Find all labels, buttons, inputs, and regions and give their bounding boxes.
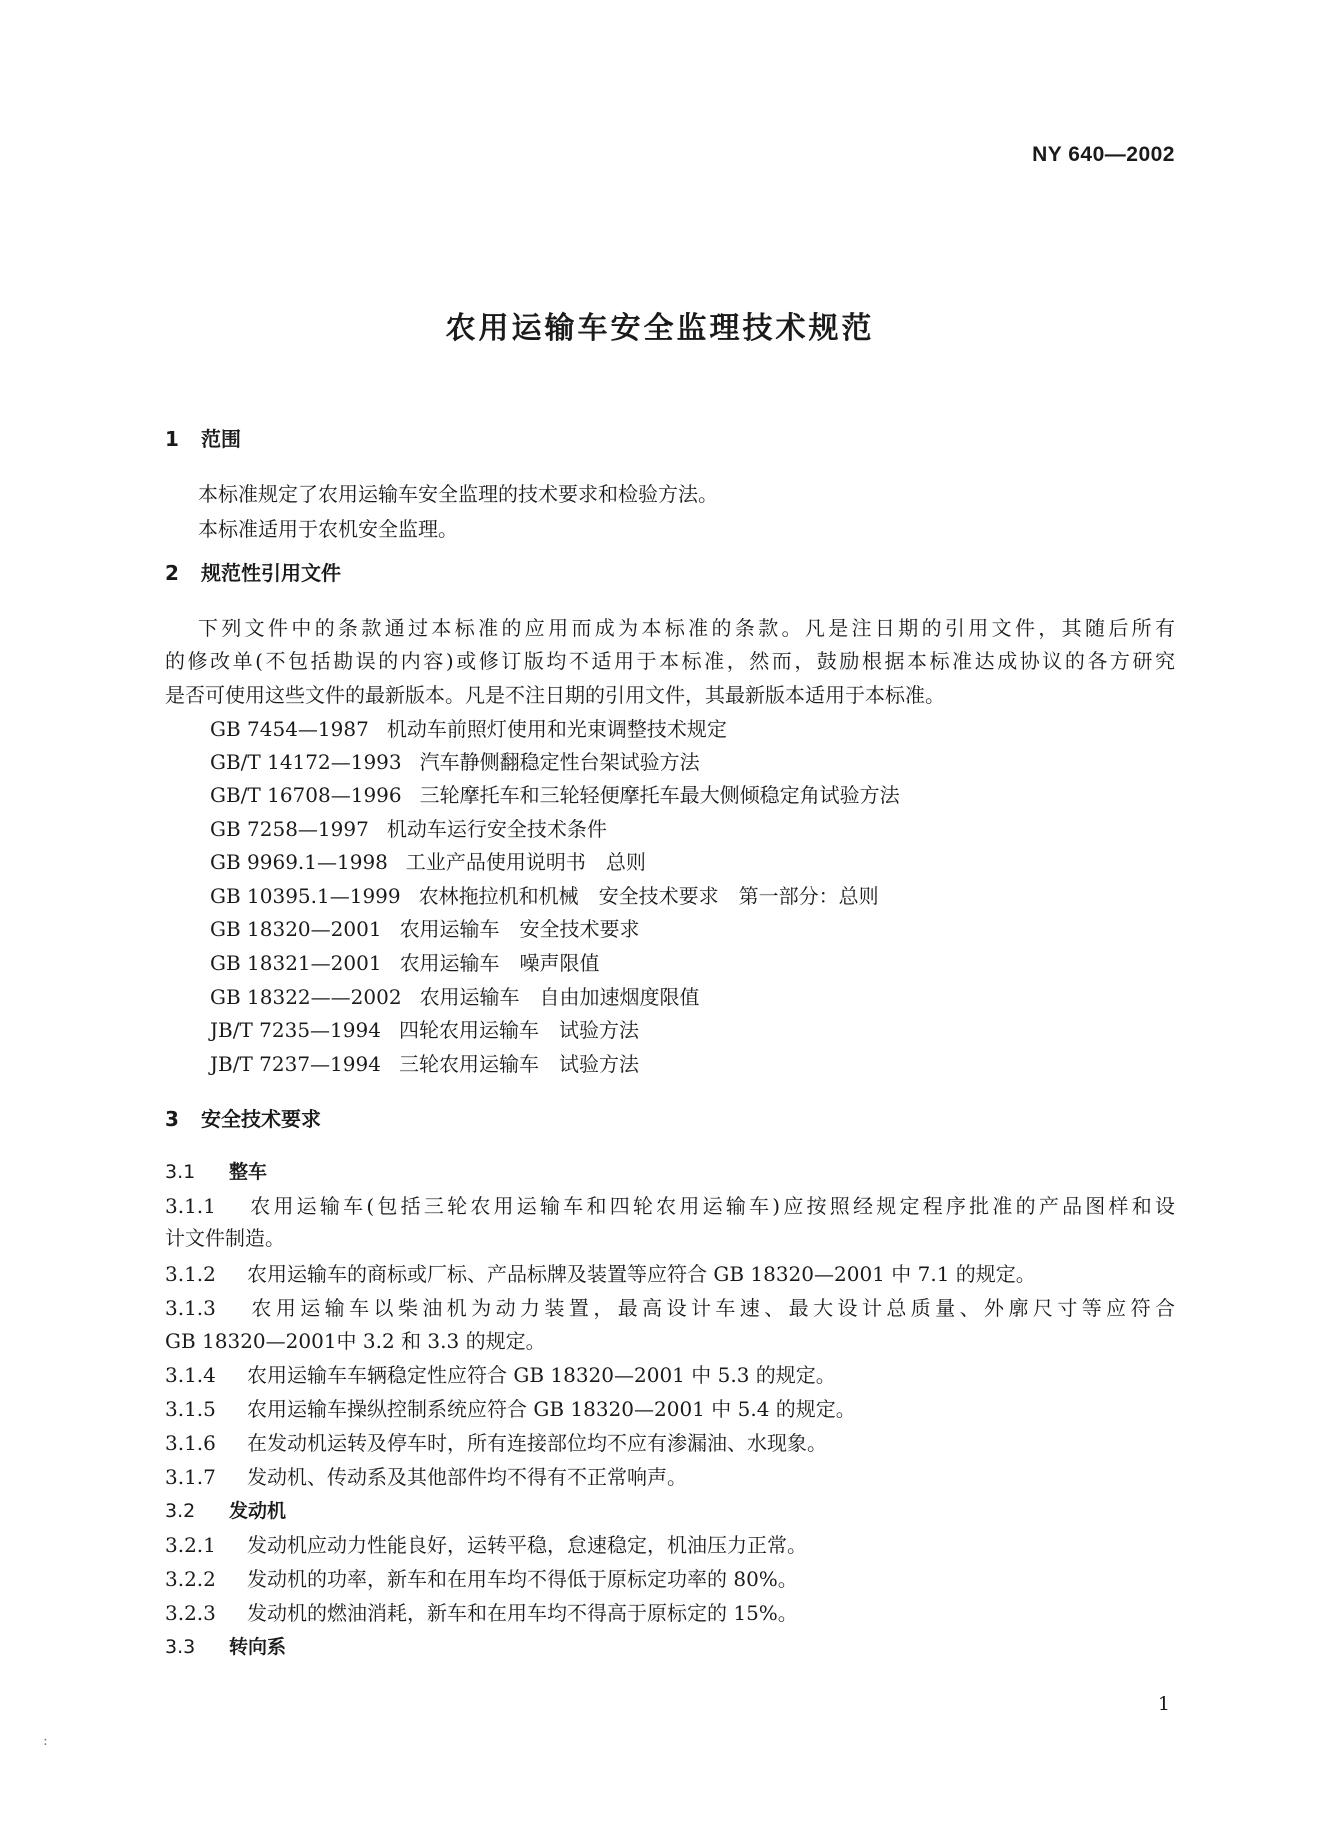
reference-title: 三轮摩托车和三轮轻便摩托车最大侧倾稳定角试验方法: [419, 783, 900, 807]
clause-3-1-1-line-1: [165, 1194, 1175, 1218]
section-1-paragraph-1: 本标准规定了农用运输车安全监理的技术要求和检验方法。: [198, 482, 718, 506]
reference-item: [210, 917, 640, 941]
reference-item: [210, 1018, 639, 1042]
reference-item: [210, 985, 700, 1009]
section-3-heading: [165, 1107, 321, 1131]
clause-number: 3.1.3: [165, 1296, 216, 1320]
clause-text: 发动机应动力性能良好，运转平稳，怠速稳定，机油压力正常。: [247, 1533, 807, 1557]
reference-item: [210, 717, 727, 741]
clause-text: 农用运输车以柴油机为动力装置，最高设计车速、最大设计总质量、外廓尺寸等应符合: [247, 1296, 1175, 1320]
reference-title: 汽车静侧翻稳定性台架试验方法: [419, 750, 700, 774]
subsection-title: 转向系: [229, 1636, 287, 1658]
reference-item: [210, 884, 879, 908]
subsection-title: 发动机: [229, 1500, 287, 1522]
section-2-intro-line-3: 是否可使用这些文件的最新版本。凡是不注日期的引用文件，其最新版本适用于本标准。: [165, 683, 945, 707]
subsection-3-2-heading: [165, 1499, 286, 1523]
clause-number: 3.1.4: [165, 1363, 216, 1387]
reference-code: GB/T 14172—1993: [210, 750, 402, 774]
reference-code: JB/T 7235—1994: [210, 1018, 381, 1042]
reference-title: 农用运输车 安全技术要求: [399, 917, 640, 941]
reference-title: 农林拖拉机和机械 安全技术要求 第一部分：总则: [418, 884, 879, 908]
section-number: 1: [165, 427, 179, 451]
reference-item: [210, 850, 646, 874]
reference-item: [210, 951, 600, 975]
reference-code: GB 7258—1997: [210, 817, 369, 841]
reference-code: GB 10395.1—1999: [210, 884, 401, 908]
subsection-title: 整车: [229, 1161, 268, 1183]
clause-number: 3.1.6: [165, 1431, 216, 1455]
section-number: 3: [165, 1107, 179, 1131]
section-1-paragraph-2: 本标准适用于农机安全监理。: [198, 517, 458, 541]
clause-text: 农用运输车(包括三轮农用运输车和四轮农用运输车)应按照经规定程序批准的产品图样和设: [247, 1194, 1175, 1218]
section-title: 安全技术要求: [201, 1107, 321, 1131]
subsection-3-1-heading: [165, 1160, 267, 1184]
clause-3-1-6: [165, 1431, 827, 1455]
clause-3-1-5: [165, 1397, 856, 1421]
reference-code: GB/T 16708—1996: [210, 783, 402, 807]
subsection-number: 3.3: [165, 1636, 196, 1658]
clause-3-2-3: [165, 1601, 798, 1625]
reference-code: GB 9969.1—1998: [210, 850, 388, 874]
clause-3-1-3-line-1: [165, 1296, 1175, 1320]
clause-3-1-1-line-2: 计文件制造。: [165, 1226, 285, 1250]
section-number: 2: [165, 561, 179, 585]
section-2-intro-line-2: 的修改单(不包括勘误的内容)或修订版均不适用于本标准，然而，鼓励根据本标准达成协议的各方研究: [165, 649, 1175, 673]
reference-item: [210, 1052, 639, 1076]
reference-title: 农用运输车 自由加速烟度限值: [419, 985, 700, 1009]
reference-title: 农用运输车 噪声限值: [399, 951, 600, 975]
reference-item: [210, 817, 607, 841]
page-number: 1: [1157, 1693, 1170, 1715]
clause-number: 3.1.5: [165, 1397, 216, 1421]
margin-mark: :: [43, 1733, 48, 1749]
reference-item: [210, 750, 700, 774]
reference-code: GB 18321—2001: [210, 951, 382, 975]
reference-code: JB/T 7237—1994: [210, 1052, 381, 1076]
document-title: 农用运输车安全监理技术规范: [445, 311, 875, 346]
subsection-3-3-heading: [165, 1635, 286, 1659]
clause-text: 发动机的燃油消耗，新车和在用车均不得高于原标定的 15%。: [247, 1601, 798, 1625]
reference-code: GB 7454—1987: [210, 717, 369, 741]
reference-title: 三轮农用运输车 试验方法: [398, 1052, 639, 1076]
clause-number: 3.1.7: [165, 1465, 216, 1489]
reference-title: 机动车前照灯使用和光束调整技术规定: [386, 717, 727, 741]
clause-number: 3.2.1: [165, 1533, 216, 1557]
clause-text: 农用运输车车辆稳定性应符合 GB 18320—2001 中 5.3 的规定。: [247, 1363, 836, 1387]
section-1-heading: [165, 427, 241, 451]
section-2-heading: [165, 561, 341, 585]
reference-title: 机动车运行安全技术条件: [386, 817, 607, 841]
reference-code: GB 18320—2001: [210, 917, 382, 941]
clause-3-2-2: [165, 1567, 798, 1591]
reference-item: [210, 783, 900, 807]
reference-title: 四轮农用运输车 试验方法: [398, 1018, 639, 1042]
clause-text: 农用运输车操纵控制系统应符合 GB 18320—2001 中 5.4 的规定。: [247, 1397, 856, 1421]
clause-3-2-1: [165, 1533, 807, 1557]
subsection-number: 3.1: [165, 1161, 196, 1183]
clause-number: 3.1.1: [165, 1194, 216, 1218]
reference-code: GB 18322——2002: [210, 985, 402, 1009]
section-2-intro-line-1: 下列文件中的条款通过本标准的应用而成为本标准的条款。凡是注日期的引用文件，其随后所有: [198, 616, 1175, 640]
clause-number: 3.1.2: [165, 1262, 216, 1286]
clause-text: 发动机的功率，新车和在用车均不得低于原标定功率的 80%。: [247, 1567, 798, 1591]
clause-number: 3.2.2: [165, 1567, 216, 1591]
reference-title: 工业产品使用说明书 总则: [405, 850, 646, 874]
clause-3-1-7: [165, 1465, 687, 1489]
clause-3-1-3-line-2: GB 18320—2001中 3.2 和 3.3 的规定。: [165, 1329, 546, 1353]
section-title: 范围: [201, 427, 241, 451]
clause-text: 发动机、传动系及其他部件均不得有不正常响声。: [247, 1465, 687, 1489]
clause-3-1-4: [165, 1363, 836, 1387]
standard-code: NY 640—2002: [1032, 143, 1175, 166]
clause-text: 在发动机运转及停车时，所有连接部位均不应有渗漏油、水现象。: [247, 1431, 827, 1455]
section-title: 规范性引用文件: [201, 561, 341, 585]
clause-text: 农用运输车的商标或厂标、产品标牌及装置等应符合 GB 18320—2001 中 7.1 的规定。: [247, 1262, 1036, 1286]
clause-3-1-2: [165, 1262, 1036, 1286]
subsection-number: 3.2: [165, 1500, 196, 1522]
clause-number: 3.2.3: [165, 1601, 216, 1625]
